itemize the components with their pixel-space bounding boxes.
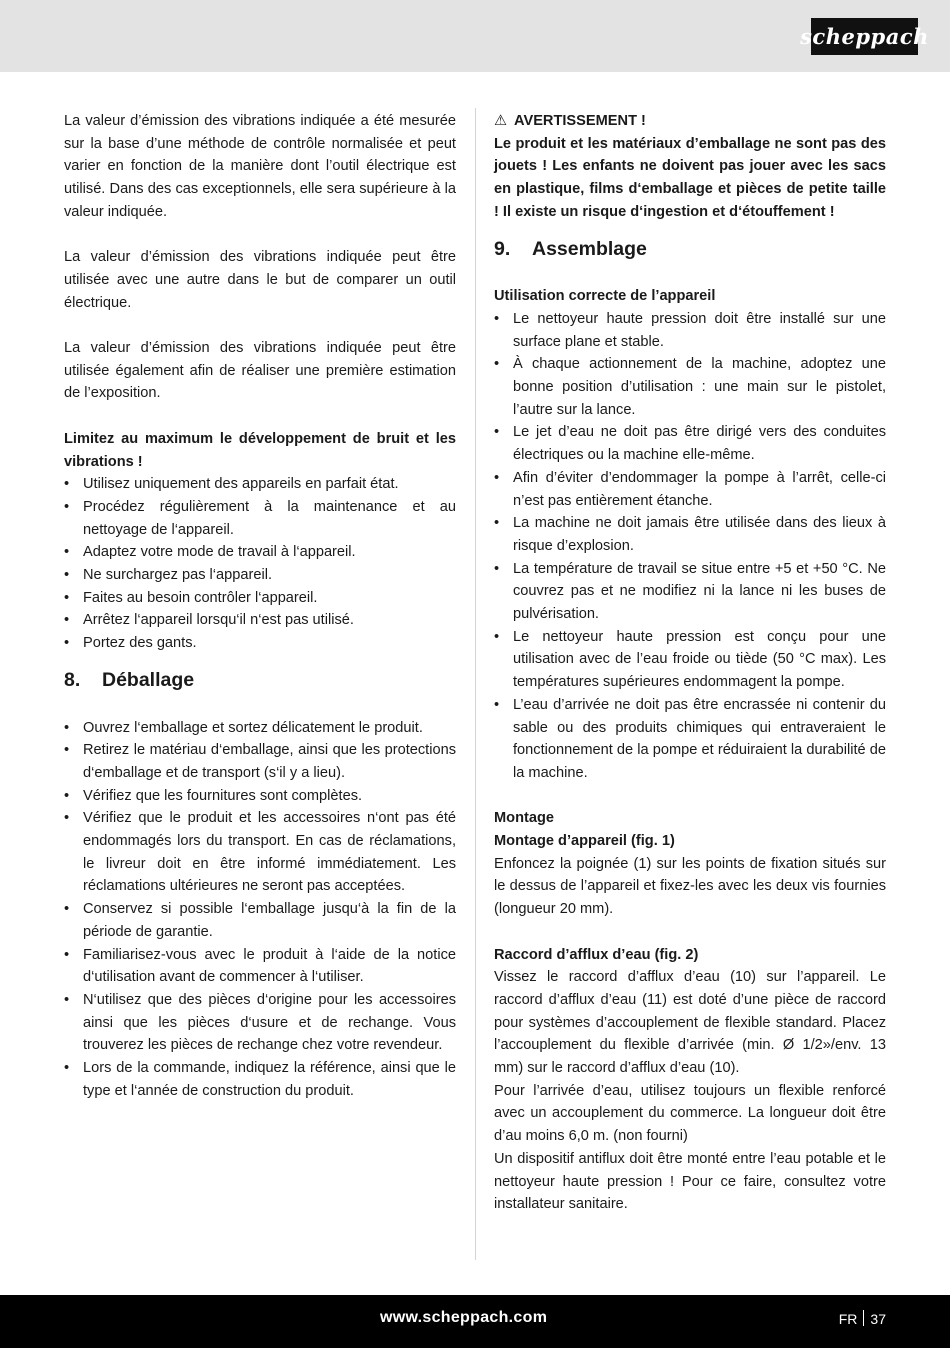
bullet-icon: • <box>64 612 70 629</box>
column-divider <box>475 108 476 1260</box>
website-link[interactable]: www.scheppach.com <box>380 1309 548 1326</box>
raccord-heading: Raccord d’afflux d’eau (fig. 2) <box>494 946 699 963</box>
warning-text: Le produit et les matériaux d’emballage ne sont pas des jouets ! Les enfants ne doivent pas jouer avec les sacs en plastique, films d‘emballage et pièces de petite taille ! Il existe un risque d‘ingestion et d‘étouffement ! <box>494 135 886 220</box>
bullet-icon: • <box>64 719 70 736</box>
bullet-icon: • <box>64 787 70 804</box>
bullet-icon: • <box>64 635 70 652</box>
bullet-icon: • <box>494 310 500 327</box>
bullet-icon: • <box>64 991 70 1008</box>
usage-list <box>494 308 886 785</box>
bullet-icon: • <box>64 810 70 827</box>
footer-bar <box>0 1295 950 1348</box>
list-item: • Portez des gants. <box>64 632 456 655</box>
section-8-heading: 8. Déballage <box>64 668 195 691</box>
bullet-icon: • <box>494 628 500 645</box>
list-item: • Afin d’éviter d’endommager la pompe à l’arrêt, celle-ci n’est pas entièrement étanche. <box>494 467 886 512</box>
unpack-list <box>64 717 456 1103</box>
warning-heading: ⚠ AVERTISSEMENT ! <box>494 110 886 133</box>
language-code: FR <box>838 1311 858 1327</box>
warning-triangle-icon: ⚠ <box>494 113 508 129</box>
usage-heading: Utilisation correcte de l’appareil <box>494 288 716 305</box>
section-9-heading: 9. Assemblage <box>494 237 647 260</box>
list-item: • Utilisez uniquement des appareils en parfait état. <box>64 473 456 496</box>
right-column <box>494 110 886 1216</box>
vibration-paragraph-1: La valeur d’émission des vibrations indiquée a été mesurée sur la base d’une méthode de contrôle normalisée et peut varier en fonction de la manière dont l’outil électrique est utilisé. Dans des cas exceptionnels, elle sera supérieure à la valeur indiquée. <box>64 113 456 220</box>
list-item: • Lors de la commande, indiquez la référence, ainsi que le type et l‘année de construction du produit. <box>64 1057 456 1102</box>
bullet-icon: • <box>494 469 500 486</box>
list-item: • Ne surchargez pas l‘appareil. <box>64 564 456 587</box>
list-item: • Adaptez votre mode de travail à l‘appareil. <box>64 541 456 564</box>
list-item: • La machine ne doit jamais être utilisée dans des lieux à risque d’explosion. <box>494 512 886 557</box>
montage-heading: Montage <box>494 810 554 827</box>
page-indicator <box>839 1310 886 1327</box>
bullet-icon: • <box>64 544 70 561</box>
bullet-icon: • <box>64 589 70 606</box>
raccord-text-2: Pour l’arrivée d’eau, utilisez toujours un flexible renforcé avec un accouplement du commerce. La longueur doit être d’au moins 6,0 m. (non fourni) <box>494 1082 886 1145</box>
list-item: • Faites au besoin contrôler l‘appareil. <box>64 587 456 610</box>
list-item: • Le nettoyeur haute pression est conçu pour une utilisation avec de l’eau froide ou tiède (50 °C max). Les températures supérieures endommagent la pompe. <box>494 626 886 694</box>
list-item: • Procédez régulièrement à la maintenance et au nettoyage de l‘appareil. <box>64 496 456 541</box>
list-item: • La température de travail se situe entre +5 et +50 °C. Ne couvrez pas et ne modifiez ni la lance ni les buses de pulvérisation. <box>494 558 886 626</box>
list-item: • Retirez le matériau d‘emballage, ainsi que les protections d‘emballage et de transport (s‘il y a lieu). <box>64 739 456 784</box>
list-item: • Arrêtez l‘appareil lorsqu‘il n‘est pas utilisé. <box>64 609 456 632</box>
list-item: • Le nettoyeur haute pression doit être installé sur une surface plane et stable. <box>494 308 886 353</box>
vibration-paragraph-2: La valeur d’émission des vibrations indiquée peut être utilisée avec une autre dans le but de comparer un outil électrique. <box>64 249 456 311</box>
bullet-icon: • <box>64 742 70 759</box>
bullet-icon: • <box>64 567 70 584</box>
bullet-icon: • <box>64 901 70 918</box>
list-item: • Le jet d’eau ne doit pas être dirigé vers des conduites électriques ou la machine elle-même. <box>494 421 886 466</box>
raccord-text-1: Vissez le raccord d’afflux d’eau (10) sur l’appareil. Le raccord d’afflux d’eau (11) est doté d’une pièce de raccord pour systèmes d’accouplement de flexible standard. Placez l’accouplement du flexible d’arrivée (min. Ø 1/2»/env. 13 mm) sur le raccord d’afflux d’eau (10). <box>494 969 886 1077</box>
limit-noise-heading: Limitez au maximum le développement de bruit et les vibrations ! <box>64 430 456 470</box>
page-separator <box>863 1310 864 1326</box>
list-item: • Vérifiez que le produit et les accessoires n‘ont pas été endommagés lors du transport. En cas de réclamations, le livreur doit en être informé immédiatement. Les réclamations ultérieures ne seront pas acceptées. <box>64 807 456 898</box>
bullet-icon: • <box>494 696 500 713</box>
montage-text: Enfoncez la poignée (1) sur les points de fixation situés sur le dessus de l’appareil et fixez-les avec les deux vis fournies (longueur 20 mm). <box>494 855 886 918</box>
raccord-text-3: Un dispositif antiflux doit être monté entre l’eau potable et le nettoyeur haute pression ! Pour ce faire, consultez votre installateur sanitaire. <box>494 1150 886 1213</box>
bullet-icon: • <box>64 498 70 515</box>
list-item: • N‘utilisez que des pièces d‘origine pour les accessoires ainsi que les pièces d‘usure et de rechange. Vous trouverez les pièces de rechange chez votre revendeur. <box>64 989 456 1057</box>
bullet-icon: • <box>64 476 70 493</box>
list-item: • Vérifiez que les fournitures sont complètes. <box>64 785 456 808</box>
header-bar <box>0 0 950 72</box>
montage-subheading: Montage d’appareil (fig. 1) <box>494 833 675 850</box>
list-item: • L’eau d’arrivée ne doit pas être encrassée ni contenir du sable ou des produits chimiques qui entraveraient le fonctionnement de la pompe et réduiraient la durabilité de la machine. <box>494 694 886 785</box>
bullet-icon: • <box>494 424 500 441</box>
bullet-icon: • <box>64 946 70 963</box>
bullet-icon: • <box>64 1060 70 1077</box>
left-column <box>64 110 456 1102</box>
bullet-icon: • <box>494 515 500 532</box>
page-number: 37 <box>870 1311 886 1327</box>
list-item: • Ouvrez l‘emballage et sortez délicatement le produit. <box>64 717 456 740</box>
bullet-icon: • <box>494 560 500 577</box>
bullet-icon: • <box>494 356 500 373</box>
brand-logo: scheppach <box>811 18 918 55</box>
list-item: • À chaque actionnement de la machine, adoptez une bonne position d’utilisation : une main sur le pistolet, l’autre sur la lance. <box>494 353 886 421</box>
list-item: • Conservez si possible l‘emballage jusqu‘à la fin de la période de garantie. <box>64 898 456 943</box>
list-item: • Familiarisez-vous avec le produit à l‘aide de la notice d‘utilisation avant de commencer à l‘utiliser. <box>64 944 456 989</box>
limit-noise-list <box>64 473 456 655</box>
vibration-paragraph-3: La valeur d’émission des vibrations indiquée peut être utilisée également afin de réaliser une première estimation de l’exposition. <box>64 340 456 402</box>
